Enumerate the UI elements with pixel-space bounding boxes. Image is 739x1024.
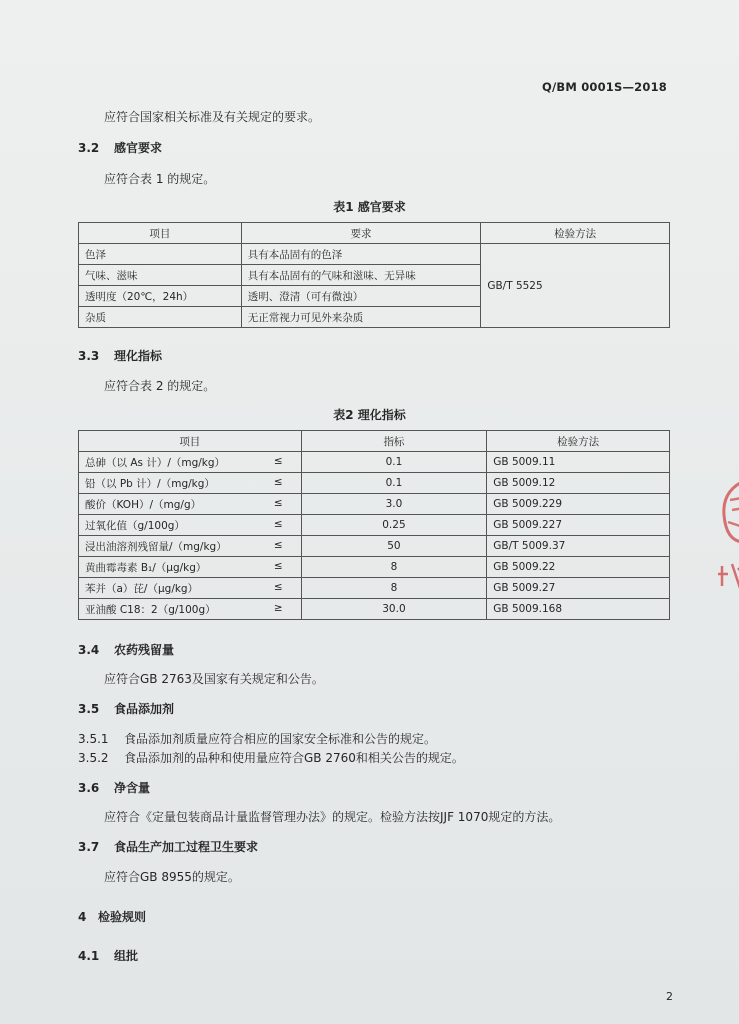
section-number: 3.3: [78, 349, 100, 363]
section-number: 3.7: [78, 840, 100, 854]
section-3-4-text: 应符合GB 2763及国家有关规定和公告。: [104, 672, 324, 686]
table-header-cell: 检验方法: [487, 431, 670, 452]
section-number: 4.1: [78, 949, 100, 963]
section-title: 感官要求: [114, 141, 163, 155]
table-row: [79, 452, 670, 473]
table-cell-value: 0.1: [301, 452, 487, 473]
table-cell-item: [79, 557, 302, 578]
section-title: 组批: [114, 949, 139, 963]
document-code: Q/BM 0001S—2018: [542, 80, 667, 94]
section-3-6-text: 应符合《定量包装商品计量监督管理办法》的规定。检验方法按JJF 1070规定的方法。: [104, 810, 561, 824]
table-cell-method: GB 5009.229: [487, 494, 670, 515]
table-row: [79, 557, 670, 578]
table-row: [79, 473, 670, 494]
table-cell-requirement: 无正常视力可见外来杂质: [241, 307, 481, 328]
section-3-3-heading: [78, 347, 162, 364]
table-header-cell: 项目: [79, 431, 302, 452]
comparison-symbol: ≤: [273, 580, 283, 593]
table-cell-requirement: 透明、澄清（可有微浊）: [241, 286, 481, 307]
section-3-7-heading: [78, 838, 258, 855]
table-cell-method: GB/T 5009.37: [487, 536, 670, 557]
table-cell-value: 50: [301, 536, 487, 557]
table-cell-item: 气味、滋味: [79, 265, 242, 286]
comparison-symbol: ≥: [273, 601, 283, 614]
table-cell-item: 透明度（20℃，24h）: [79, 286, 242, 307]
table-row: [79, 515, 670, 536]
section-title: 理化指标: [114, 349, 163, 363]
section-4-1-heading: [78, 947, 138, 964]
page-number: 2: [666, 990, 673, 1003]
section-number: 4: [78, 910, 87, 924]
subsection-text: 食品添加剂质量应符合相应的国家安全标准和公告的规定。: [124, 732, 437, 746]
table-cell-value: 0.1: [301, 473, 487, 494]
table-cell-item: [79, 473, 302, 494]
section-title: 检验规则: [98, 910, 147, 924]
table-cell-item: 色泽: [79, 244, 242, 265]
table1-caption: 表1 感官要求: [333, 200, 406, 214]
section-3-2-text: 应符合表 1 的规定。: [104, 172, 216, 186]
table-cell-item: [79, 599, 302, 620]
table2-caption: 表2 理化指标: [333, 408, 406, 422]
section-3-3-text: 应符合表 2 的规定。: [104, 379, 216, 393]
table-cell-value: 8: [301, 578, 487, 599]
table-header-row: [79, 431, 670, 452]
table-cell-method: GB 5009.227: [487, 515, 670, 536]
table-cell-method: GB 5009.22: [487, 557, 670, 578]
comparison-symbol: ≤: [273, 517, 283, 530]
section-number: 3.5: [78, 702, 100, 716]
section-title: 净含量: [114, 781, 151, 795]
item-label: 亚油酸 C18：2（g/100g）: [85, 603, 216, 616]
table-cell-method: GB 5009.27: [487, 578, 670, 599]
table-row: [79, 578, 670, 599]
section-3-2-heading: [78, 139, 162, 156]
section-3-4-heading: [78, 641, 174, 658]
section-number: 3.2: [78, 141, 100, 155]
section-3-7-text: 应符合GB 8955的规定。: [104, 870, 240, 884]
section-title: 食品生产加工过程卫生要求: [114, 840, 259, 854]
subsection-text: 食品添加剂的品种和使用量应符合GB 2760和相关公告的规定。: [124, 751, 464, 765]
comparison-symbol: ≤: [273, 475, 283, 488]
table-cell-value: 0.25: [301, 515, 487, 536]
item-label: 过氧化值（g/100g）: [85, 519, 185, 532]
section-3-5-1: [78, 730, 436, 747]
table-cell-item: 杂质: [79, 307, 242, 328]
comparison-symbol: ≤: [273, 454, 283, 467]
table-header-row: [79, 223, 670, 244]
table-row: [79, 599, 670, 620]
table-cell-value: 3.0: [301, 494, 487, 515]
item-label: 浸出油溶剂残留量/（mg/kg）: [85, 540, 227, 553]
table-cell-item: [79, 494, 302, 515]
table-cell-requirement: 具有本品固有的色泽: [241, 244, 481, 265]
section-number: 3.6: [78, 781, 100, 795]
intro-line: 应符合国家相关标准及有关规定的要求。: [104, 110, 321, 124]
section-number: 3.4: [78, 643, 100, 657]
item-label: 铅（以 Pb 计）/（mg/kg）: [85, 477, 215, 490]
subsection-number: 3.5.2: [78, 751, 109, 765]
section-4-heading: [78, 908, 146, 925]
subsection-number: 3.5.1: [78, 732, 109, 746]
item-label: 总砷（以 As 计）/（mg/kg）: [85, 456, 226, 469]
section-3-5-2: [78, 749, 464, 766]
table-physicochemical: [78, 430, 670, 620]
table-cell-method: GB/T 5525: [481, 244, 670, 328]
table-cell-method: GB 5009.168: [487, 599, 670, 620]
table-cell-requirement: 具有本品固有的气味和滋味、无异味: [241, 265, 481, 286]
table-row: [79, 244, 670, 265]
section-title: 农药残留量: [114, 643, 175, 657]
table-cell-item: [79, 515, 302, 536]
table-cell-item: [79, 536, 302, 557]
item-label: 苯并（a）芘/（μg/kg）: [85, 582, 199, 595]
section-3-5-heading: [78, 700, 174, 717]
table-row: [79, 536, 670, 557]
table-cell-item: [79, 578, 302, 599]
red-seal-stamp: [712, 470, 739, 600]
table-row: [79, 494, 670, 515]
table-cell-value: 8: [301, 557, 487, 578]
table-sensory: [78, 222, 670, 328]
section-3-6-heading: [78, 779, 150, 796]
table-cell-item: [79, 452, 302, 473]
comparison-symbol: ≤: [273, 559, 283, 572]
table-cell-method: GB 5009.11: [487, 452, 670, 473]
section-title: 食品添加剂: [114, 702, 175, 716]
table-cell-method: GB 5009.12: [487, 473, 670, 494]
table-header-cell: 检验方法: [481, 223, 670, 244]
comparison-symbol: ≤: [273, 538, 283, 551]
comparison-symbol: ≤: [273, 496, 283, 509]
table-header-cell: 指标: [301, 431, 487, 452]
item-label: 黄曲霉毒素 B₁/（μg/kg）: [85, 561, 207, 574]
item-label: 酸价（KOH）/（mg/g）: [85, 498, 202, 511]
table-header-cell: 要求: [241, 223, 481, 244]
table-cell-value: 30.0: [301, 599, 487, 620]
table-header-cell: 项目: [79, 223, 242, 244]
